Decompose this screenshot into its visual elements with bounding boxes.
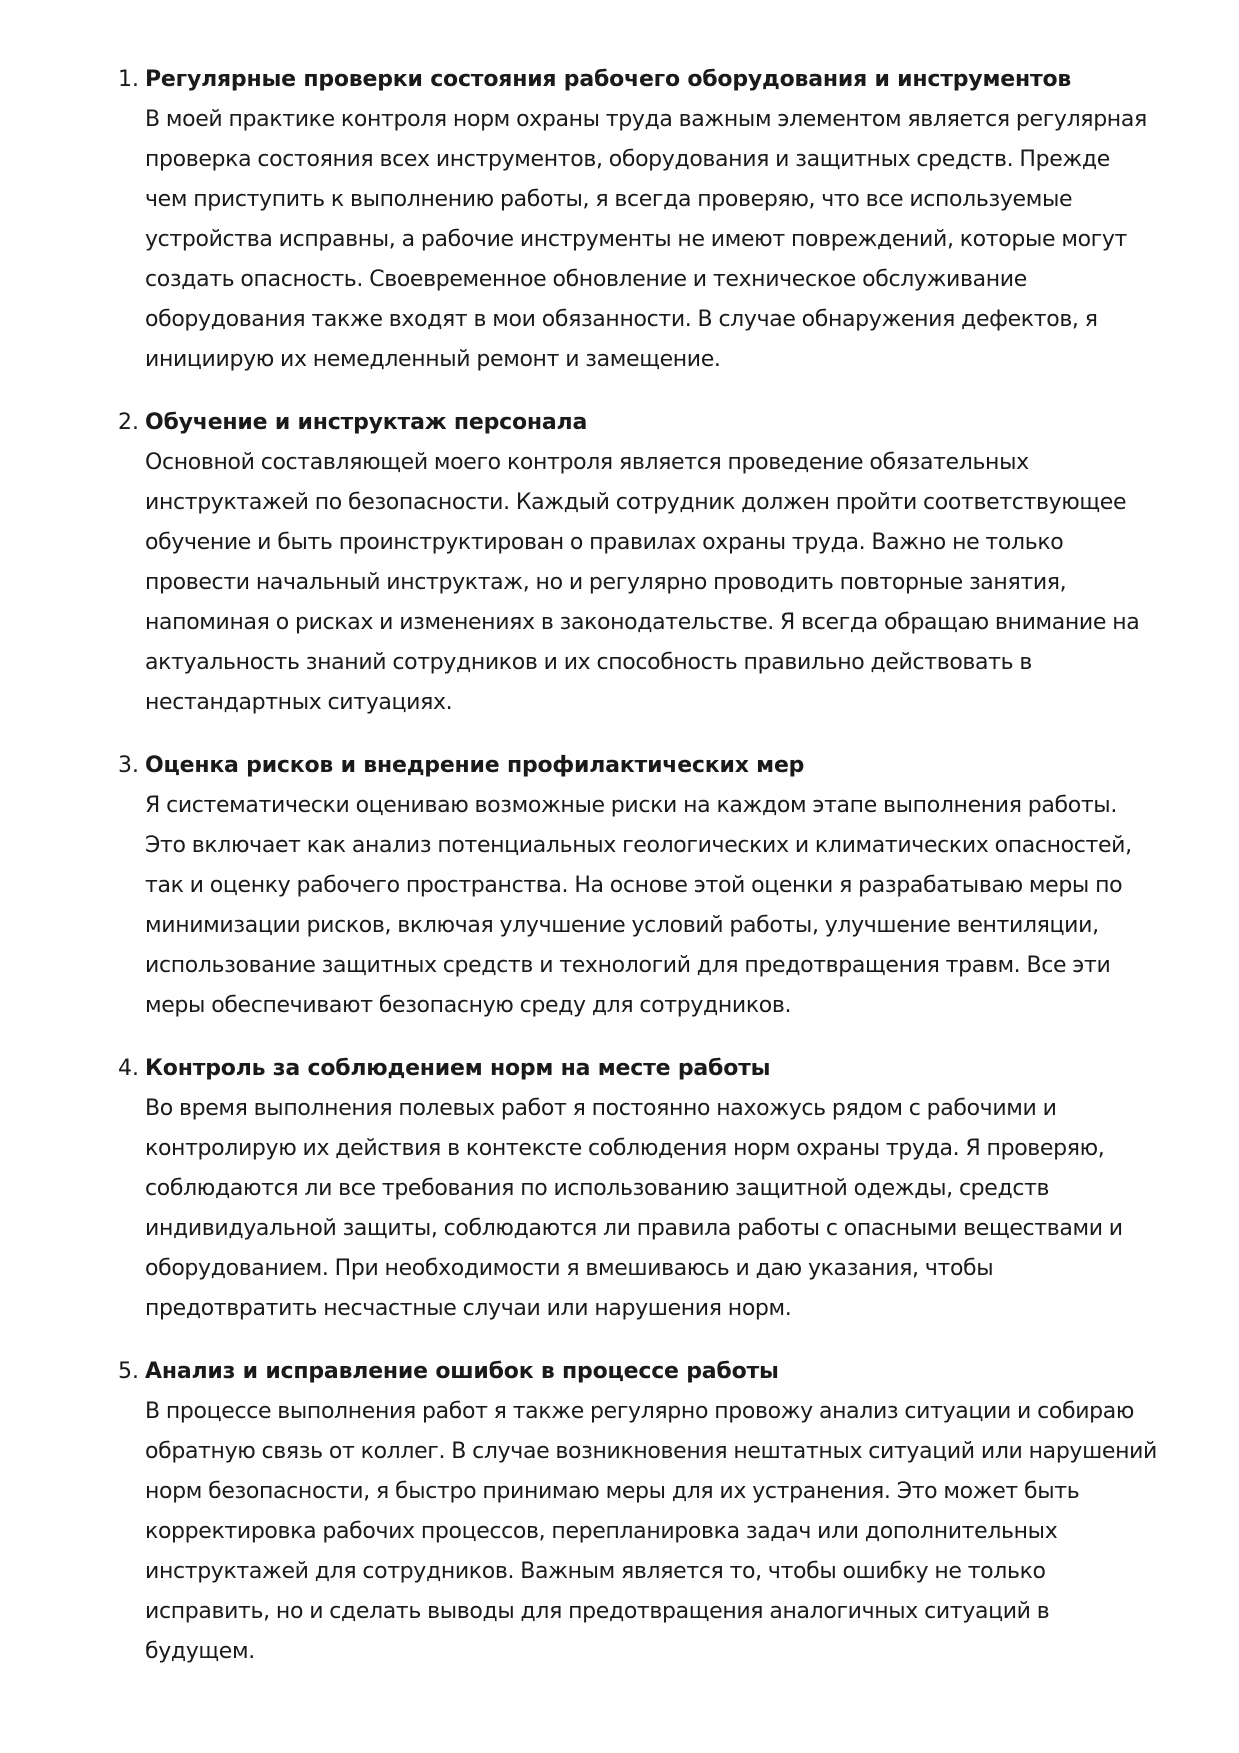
item-body: Основной составляющей моего контроля является проведение обязательных инструктажей по безопасности. Каждый сотрудник должен пройти соответствующее обучение и быть проинструктирован о правилах охраны труда. Важно не только провести начальный инструктаж, но и регулярно проводить повторные занятия, напоминая о рисках и изменениях в законодательстве. Я всегда обращаю внимание на актуальность знаний сотрудников и их способность правильно действовать в нестандартных ситуациях. [145, 450, 1140, 715]
item-number: 5. [118, 1359, 139, 1384]
item-heading: Регулярные проверки состояния рабочего оборудования и инструментов [145, 67, 1072, 92]
list-item [118, 1049, 1158, 1329]
item-body: В процессе выполнения работ я также регулярно провожу анализ ситуации и собираю обратную связь от коллег. В случае возникновения нештатных ситуаций или нарушений норм безопасности, я быстро принимаю меры для их устранения. Это может быть корректировка рабочих процессов, перепланировка задач или дополнительных инструктажей для сотрудников. Важным является то, чтобы ошибку не только исправить, но и сделать выводы для предотвращения аналогичных ситуаций в будущем. [145, 1399, 1157, 1664]
numbered-list [118, 60, 1158, 1695]
item-heading: Контроль за соблюдением норм на месте работы [145, 1056, 771, 1081]
item-heading: Анализ и исправление ошибок в процессе работы [145, 1359, 779, 1384]
item-number: 4. [118, 1056, 139, 1081]
list-item [118, 1352, 1158, 1672]
item-heading: Обучение и инструктаж персонала [145, 410, 588, 435]
list-item [118, 60, 1158, 380]
item-number: 1. [118, 67, 139, 92]
list-item [118, 403, 1158, 723]
item-heading: Оценка рисков и внедрение профилактических мер [145, 753, 805, 778]
item-number: 2. [118, 410, 139, 435]
item-number: 3. [118, 753, 139, 778]
item-body: В моей практике контроля норм охраны труда важным элементом является регулярная проверка состояния всех инструментов, оборудования и защитных средств. Прежде чем приступить к выполнению работы, я всегда проверяю, что все используемые устройства исправны, а рабочие инструменты не имеют повреждений, которые могут создать опасность. Своевременное обновление и техническое обслуживание оборудования также входят в мои обязанности. В случае обнаружения дефектов, я инициирую их немедленный ремонт и замещение. [145, 107, 1147, 372]
list-item [118, 746, 1158, 1026]
item-body: Во время выполнения полевых работ я постоянно нахожусь рядом с рабочими и контролирую их действия в контексте соблюдения норм охраны труда. Я проверяю, соблюдаются ли все требования по использованию защитной одежды, средств индивидуальной защиты, соблюдаются ли правила работы с опасными веществами и оборудованием. При необходимости я вмешиваюсь и даю указания, чтобы предотвратить несчастные случаи или нарушения норм. [145, 1096, 1123, 1321]
item-body: Я систематически оцениваю возможные риски на каждом этапе выполнения работы. Это включает как анализ потенциальных геологических и климатических опасностей, так и оценку рабочего пространства. На основе этой оценки я разрабатываю меры по минимизации рисков, включая улучшение условий работы, улучшение вентиляции, использование защитных средств и технологий для предотвращения травм. Все эти меры обеспечивают безопасную среду для сотрудников. [145, 793, 1132, 1018]
